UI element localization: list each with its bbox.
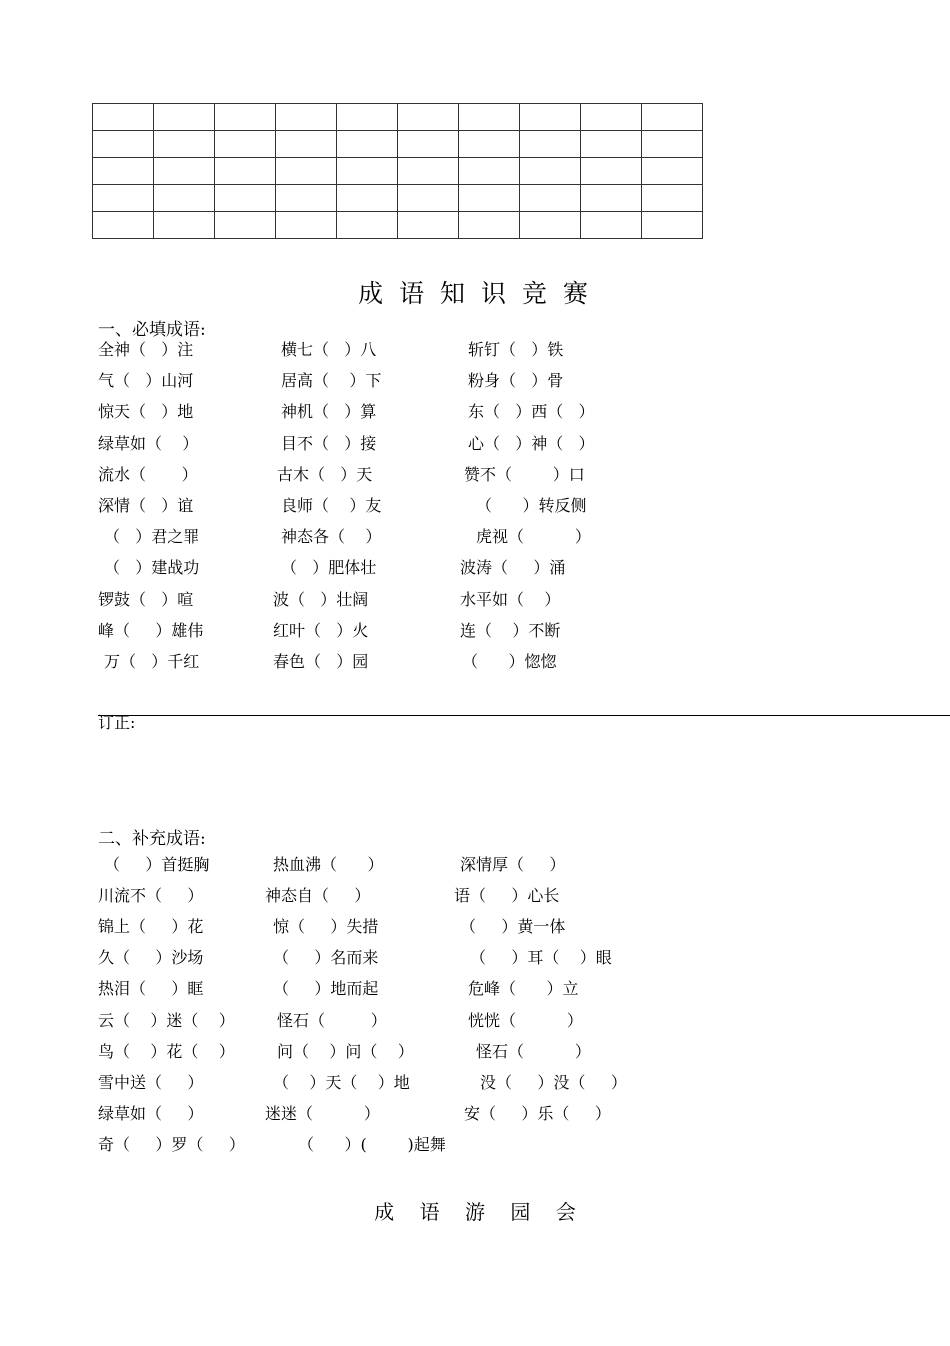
idiom-item: 雪中送（ ） <box>98 1072 204 1092</box>
idiom-item: 斩钉（ ）铁 <box>468 340 564 359</box>
idiom-item: （ ）肥体壮 <box>281 558 377 578</box>
idiom-item: 语（ ）心长 <box>454 886 560 906</box>
grid-row <box>93 185 703 212</box>
idiom-item: 波（ ）壮阔 <box>273 589 369 609</box>
idiom-item: 良师（ ）友 <box>281 496 382 515</box>
idiom-item: 连（ ）不断 <box>460 620 561 640</box>
grid-cell <box>337 104 398 131</box>
idiom-item: （ ）建战功 <box>104 558 200 578</box>
idiom-item: 神态各（ ） <box>281 527 382 547</box>
idiom-row <box>0 465 950 489</box>
grid-cell <box>520 212 581 239</box>
idiom-item: 深情厚（ ） <box>460 855 566 874</box>
grid-cell <box>642 158 703 185</box>
idiom-item: 深情（ ）谊 <box>98 496 194 515</box>
grid-cell <box>215 131 276 158</box>
grid-cell <box>398 131 459 158</box>
idiom-row <box>0 340 950 364</box>
idiom-item: 目不（ ）接 <box>281 433 377 453</box>
grid-cell <box>276 104 337 131</box>
grid-cell <box>581 104 642 131</box>
idiom-row <box>0 1104 950 1128</box>
grid-cell <box>642 212 703 239</box>
grid-cell <box>337 185 398 212</box>
idiom-item: 水平如（ ） <box>460 589 561 609</box>
grid-cell <box>520 131 581 158</box>
footer-title: 成 语 游 园 会 <box>374 1200 576 1224</box>
grid-cell <box>276 212 337 239</box>
idiom-item: 古木（ ）天 <box>277 464 373 484</box>
idiom-row <box>0 434 950 458</box>
idiom-row <box>0 1073 950 1097</box>
idiom-row <box>0 979 950 1003</box>
idiom-item: 没（ ）没（ ） <box>480 1072 627 1092</box>
grid-cell <box>642 104 703 131</box>
idiom-row <box>0 558 950 582</box>
idiom-item: （ ）地而起 <box>273 979 379 999</box>
grid-cell <box>93 158 154 185</box>
grid-cell <box>642 185 703 212</box>
idiom-item: （ ）耳（ ）眼 <box>470 948 612 968</box>
grid-cell <box>581 158 642 185</box>
idiom-row <box>0 886 950 910</box>
idiom-item: 赞不（ ）口 <box>464 464 585 484</box>
section2-heading: 二、补充成语: <box>98 829 206 849</box>
grid-cell <box>459 212 520 239</box>
grid-cell <box>459 185 520 212</box>
grid-cell <box>459 131 520 158</box>
idiom-item: 虎视（ ） <box>476 527 591 547</box>
grid-cell <box>215 158 276 185</box>
grid-cell <box>154 158 215 185</box>
revision-line <box>98 715 950 716</box>
grid-cell <box>459 104 520 131</box>
idiom-item: （ ）黄一体 <box>460 917 566 937</box>
grid-cell <box>154 185 215 212</box>
idiom-item: 全神（ ）注 <box>98 340 194 359</box>
idiom-item: （ ）首挺胸 <box>104 855 210 874</box>
idiom-row <box>0 402 950 426</box>
idiom-item: （ ）天（ ）地 <box>273 1072 410 1092</box>
idiom-item: 危峰（ ）立 <box>468 979 579 999</box>
idiom-item: 奇（ ）罗（ ） <box>98 1134 245 1154</box>
grid-cell <box>520 185 581 212</box>
idiom-item: 问（ ）问（ ） <box>277 1041 414 1061</box>
grid-cell <box>154 212 215 239</box>
grid-cell <box>642 131 703 158</box>
idiom-item: 居高（ ）下 <box>281 371 382 391</box>
idiom-item: 热血沸（ ） <box>273 855 384 874</box>
idiom-item: （ ）转反侧 <box>476 496 587 515</box>
grid-cell <box>398 185 459 212</box>
idiom-item: 峰（ ）雄伟 <box>98 620 204 640</box>
idiom-item: 东（ ）西（ ） <box>468 402 595 422</box>
grid-cell <box>581 131 642 158</box>
page-title: 成 语 知 识 竞 赛 <box>358 279 592 308</box>
grid-cell <box>581 185 642 212</box>
grid-cell <box>154 104 215 131</box>
grid-cell <box>276 158 337 185</box>
idiom-row <box>0 590 950 614</box>
idiom-item: 红叶（ ）火 <box>273 620 369 640</box>
grid-row <box>93 131 703 158</box>
grid-row <box>93 104 703 131</box>
idiom-item: 川流不（ ） <box>98 886 204 906</box>
idiom-item: 恍恍（ ） <box>468 1010 583 1030</box>
idiom-item: 怪石（ ） <box>277 1010 387 1030</box>
grid-row <box>93 158 703 185</box>
idiom-row <box>0 527 950 551</box>
idiom-item: 迷迷（ ） <box>265 1103 380 1123</box>
grid-cell <box>93 212 154 239</box>
idiom-row <box>0 917 950 941</box>
idiom-row <box>0 371 950 395</box>
idiom-item: （ ）君之罪 <box>104 527 200 547</box>
grid-cell <box>154 131 215 158</box>
revision-label: 订正: <box>98 713 136 732</box>
idiom-item: 绿草如（ ） <box>98 1103 204 1123</box>
idiom-item: 怪石（ ） <box>476 1041 591 1061</box>
idiom-item: 万（ ）千红 <box>104 652 200 671</box>
grid-cell <box>215 185 276 212</box>
grid-cell <box>215 104 276 131</box>
grid-cell <box>520 158 581 185</box>
idiom-row <box>0 496 950 520</box>
idiom-item: （ ）名而来 <box>273 948 379 968</box>
idiom-row <box>0 1042 950 1066</box>
grid-cell <box>93 104 154 131</box>
grid-cell <box>276 185 337 212</box>
idiom-item: 热泪（ ）眶 <box>98 979 204 999</box>
idiom-row <box>0 855 950 879</box>
idiom-item: 惊天（ ）地 <box>98 402 194 422</box>
idiom-item: 波涛（ ）涌 <box>460 558 566 578</box>
idiom-item: 绿草如（ ） <box>98 433 199 453</box>
idiom-item: 气（ ）山河 <box>98 371 194 391</box>
grid-cell <box>337 158 398 185</box>
idiom-item: 粉身（ ）骨 <box>468 371 564 391</box>
idiom-row <box>0 1011 950 1035</box>
idiom-row <box>0 652 950 676</box>
idiom-item: 锣鼓（ ）喧 <box>98 589 194 609</box>
idiom-item: （ ）惚惚 <box>462 652 557 671</box>
idiom-row <box>0 621 950 645</box>
grid-cell <box>215 212 276 239</box>
section1-heading: 一、必填成语: <box>98 320 206 340</box>
grid-cell <box>337 131 398 158</box>
idiom-item: 惊（ ）失措 <box>273 917 379 937</box>
idiom-item: 流水（ ） <box>98 464 198 484</box>
grid-cell <box>93 131 154 158</box>
idiom-item: 鸟（ ）花（ ） <box>98 1041 235 1061</box>
grid-cell <box>398 104 459 131</box>
idiom-item: 横七（ ）八 <box>281 340 377 359</box>
idiom-item: 云（ ）迷（ ） <box>98 1010 235 1030</box>
idiom-item: （ ）( )起舞 <box>298 1134 446 1154</box>
idiom-item: 心（ ）神（ ） <box>468 433 595 453</box>
grid-row <box>93 212 703 239</box>
idiom-row <box>0 948 950 972</box>
grid-cell <box>398 212 459 239</box>
idiom-item: 春色（ ）园 <box>273 652 369 671</box>
blank-grid-table <box>92 103 703 239</box>
grid-cell <box>93 185 154 212</box>
grid-cell <box>337 212 398 239</box>
idiom-item: 神机（ ）算 <box>281 402 377 422</box>
grid-cell <box>276 131 337 158</box>
idiom-item: 久（ ）沙场 <box>98 948 204 968</box>
grid-cell <box>581 212 642 239</box>
grid-cell <box>459 158 520 185</box>
grid-cell <box>520 104 581 131</box>
idiom-item: 神态自（ ） <box>265 886 371 906</box>
idiom-item: 安（ ）乐（ ） <box>464 1103 611 1123</box>
idiom-item: 锦上（ ）花 <box>98 917 204 937</box>
grid-cell <box>398 158 459 185</box>
idiom-row <box>0 1135 950 1159</box>
